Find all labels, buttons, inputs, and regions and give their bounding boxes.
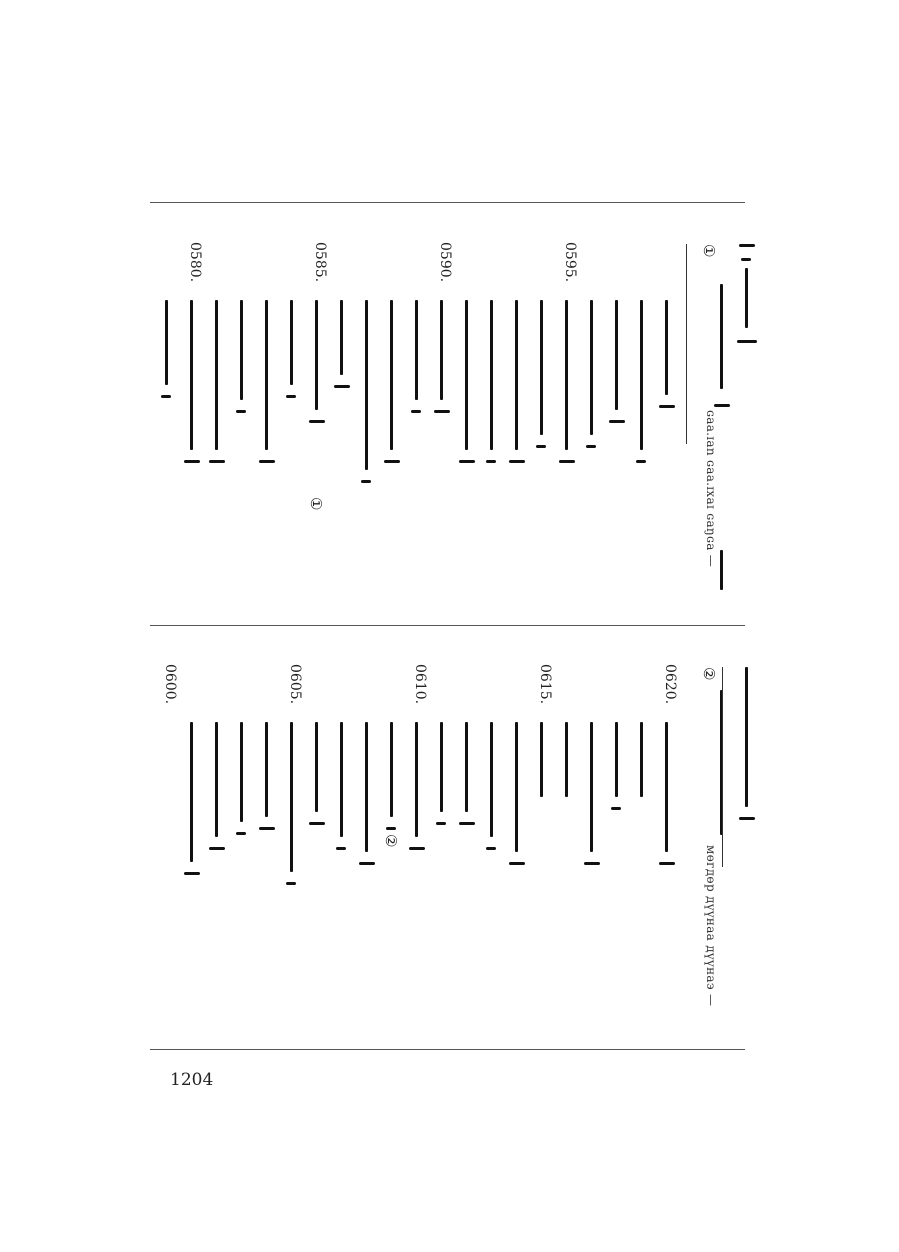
verse-line [405, 300, 429, 640]
page-number: 1204 [170, 1070, 214, 1090]
line-number: 0620. [662, 664, 678, 705]
verse-line [580, 722, 604, 1062]
footnote-latin-text: ɢaa.ɪan ɢaa.ɪxaɪ ɢaŋɢa — [704, 410, 718, 568]
verse-line [230, 722, 254, 1062]
verse-line [655, 722, 679, 1062]
line-number: 0615. [537, 664, 553, 705]
footnote-marker: ② [700, 667, 718, 681]
verse-line [630, 722, 654, 1062]
verse-line [330, 722, 354, 1062]
lower-footnote-separator [722, 667, 723, 867]
verse-line [280, 722, 304, 1062]
note-marker: ① [307, 497, 325, 511]
verse-line [430, 722, 454, 1062]
line-number: 0580. [187, 242, 203, 283]
verse-line [305, 300, 329, 640]
verse-line [180, 300, 204, 640]
verse-line [155, 300, 179, 640]
verse-line [555, 722, 579, 1062]
footnote-latin-text: мөгдөр дүүнаа дүүнаэ — [704, 845, 718, 1007]
verse-line [605, 722, 629, 1062]
verse-line [355, 300, 379, 640]
verse-line [280, 300, 304, 640]
verse-line [380, 722, 404, 1062]
verse-line [480, 300, 504, 640]
verse-line [555, 300, 579, 640]
footnote-mongolian-line [735, 667, 759, 1007]
line-number: 0590. [437, 242, 453, 283]
note-marker: ② [382, 834, 400, 848]
verse-line [255, 722, 279, 1062]
verse-line [380, 300, 404, 640]
verse-line [255, 300, 279, 640]
footnote-mongolian-line [735, 244, 759, 584]
top-rule [150, 202, 745, 203]
line-number: 0600. [162, 664, 178, 705]
verse-line [455, 722, 479, 1062]
upper-footnote-separator [686, 244, 687, 444]
verse-line [230, 300, 254, 640]
verse-line [430, 300, 454, 640]
verse-line [355, 722, 379, 1062]
line-number: 0605. [287, 664, 303, 705]
verse-line [530, 300, 554, 640]
verse-line [205, 300, 229, 640]
verse-line [405, 722, 429, 1062]
line-number: 0610. [412, 664, 428, 705]
verse-line [180, 722, 204, 1062]
verse-line [455, 300, 479, 640]
verse-line [330, 300, 354, 640]
line-number: 0595. [562, 242, 578, 283]
verse-line [505, 722, 529, 1062]
line-number: 0585. [312, 242, 328, 283]
verse-line [505, 300, 529, 640]
footnote-marker: ① [700, 244, 718, 258]
verse-line [580, 300, 604, 640]
verse-line [205, 722, 229, 1062]
verse-line [530, 722, 554, 1062]
verse-line [630, 300, 654, 640]
verse-line [655, 300, 679, 640]
verse-line [305, 722, 329, 1062]
verse-line [480, 722, 504, 1062]
verse-line [605, 300, 629, 640]
